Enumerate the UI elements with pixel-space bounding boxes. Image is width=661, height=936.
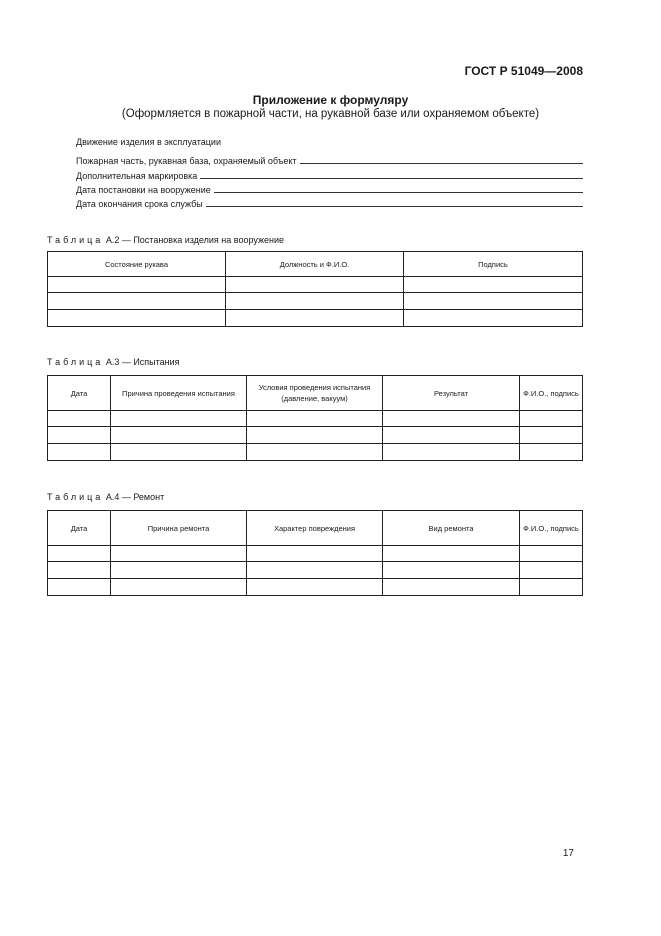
table-row	[48, 546, 583, 562]
table-cell[interactable]	[520, 546, 583, 562]
table-a2	[47, 251, 583, 327]
table-row	[48, 444, 583, 461]
table-header: Должность и Ф.И.О.	[226, 252, 404, 277]
table-row	[48, 427, 583, 444]
table-cell[interactable]	[404, 277, 583, 293]
table-header: Результат	[383, 376, 520, 411]
table-cell[interactable]	[520, 444, 583, 461]
page-number: 17	[562, 848, 574, 859]
table-header: Состояние рукава	[48, 252, 226, 277]
table-cell[interactable]	[520, 562, 583, 579]
field-extra-marking	[76, 169, 583, 182]
table-header: Ф.И.О., подпись	[520, 376, 583, 411]
table-label: Таблица	[47, 235, 104, 245]
table-cell[interactable]	[226, 293, 404, 310]
table-cell[interactable]	[48, 427, 111, 444]
table-cell[interactable]	[383, 562, 520, 579]
field-label: Дата окончания срока службы	[76, 199, 203, 209]
table-header: Условия проведения испытания (давление, вакуум)	[247, 376, 383, 411]
appendix-subtitle: (Оформляется в пожарной части, на рукавной базе или охраняемом объекте)	[121, 108, 540, 120]
fill-line	[200, 169, 583, 179]
table-label: Таблица	[47, 357, 104, 367]
table-a3-caption	[47, 357, 180, 367]
fill-line	[300, 154, 583, 164]
appendix-title: Приложение к формуляру	[252, 93, 409, 107]
table-cell[interactable]	[111, 411, 247, 427]
table-caption-text: А.3 — Испытания	[105, 357, 180, 367]
table-cell[interactable]	[48, 310, 226, 327]
table-a2-caption	[47, 235, 284, 245]
table-cell[interactable]	[383, 411, 520, 427]
table-row	[48, 562, 583, 579]
table-caption-text: А.4 — Ремонт	[105, 492, 165, 502]
field-commission-date	[76, 183, 583, 196]
table-cell[interactable]	[520, 427, 583, 444]
table-header: Причина ремонта	[111, 511, 247, 546]
table-cell[interactable]	[48, 562, 111, 579]
table-cell[interactable]	[111, 562, 247, 579]
table-cell[interactable]	[48, 444, 111, 461]
table-row	[48, 293, 583, 310]
table-a4	[47, 510, 583, 596]
table-cell[interactable]	[247, 562, 383, 579]
table-cell[interactable]	[226, 277, 404, 293]
table-row	[48, 579, 583, 596]
table-cell[interactable]	[48, 277, 226, 293]
table-header: Подпись	[404, 252, 583, 277]
table-cell[interactable]	[404, 310, 583, 327]
table-cell[interactable]	[383, 546, 520, 562]
table-row	[48, 277, 583, 293]
table-a3	[47, 375, 583, 461]
table-cell[interactable]	[520, 411, 583, 427]
field-end-of-service-date	[76, 197, 583, 210]
table-cell[interactable]	[247, 427, 383, 444]
table-cell[interactable]	[383, 427, 520, 444]
table-a4-caption	[47, 492, 164, 502]
fill-line	[214, 183, 583, 193]
document-code: ГОСТ Р 51049—2008	[464, 64, 583, 78]
table-cell[interactable]	[48, 546, 111, 562]
table-header: Дата	[48, 511, 111, 546]
table-header: Вид ремонта	[383, 511, 520, 546]
table-cell[interactable]	[48, 293, 226, 310]
table-cell[interactable]	[48, 579, 111, 596]
fill-line	[206, 197, 583, 207]
field-label: Пожарная часть, рукавная база, охраняемый объект	[76, 156, 297, 166]
field-fire-unit	[76, 154, 583, 167]
table-cell[interactable]	[404, 293, 583, 310]
table-header: Характер повреждения	[247, 511, 383, 546]
table-cell[interactable]	[48, 411, 111, 427]
table-caption-text: А.2 — Постановка изделия на вооружение	[105, 235, 284, 245]
table-cell[interactable]	[111, 546, 247, 562]
table-cell[interactable]	[520, 579, 583, 596]
table-cell[interactable]	[247, 411, 383, 427]
table-cell[interactable]	[111, 579, 247, 596]
table-header: Ф.И.О., подпись	[520, 511, 583, 546]
movement-heading: Движение изделия в эксплуатации	[76, 137, 221, 147]
table-cell[interactable]	[226, 310, 404, 327]
table-cell[interactable]	[111, 427, 247, 444]
table-cell[interactable]	[111, 444, 247, 461]
table-cell[interactable]	[247, 444, 383, 461]
table-header: Дата	[48, 376, 111, 411]
table-row	[48, 411, 583, 427]
field-label: Дополнительная маркировка	[76, 171, 198, 181]
table-cell[interactable]	[247, 579, 383, 596]
table-label: Таблица	[47, 492, 104, 502]
table-cell[interactable]	[247, 546, 383, 562]
field-label: Дата постановки на вооружение	[76, 185, 211, 195]
table-cell[interactable]	[383, 444, 520, 461]
table-cell[interactable]	[383, 579, 520, 596]
table-header: Причина проведения испытания	[111, 376, 247, 411]
table-row	[48, 310, 583, 327]
